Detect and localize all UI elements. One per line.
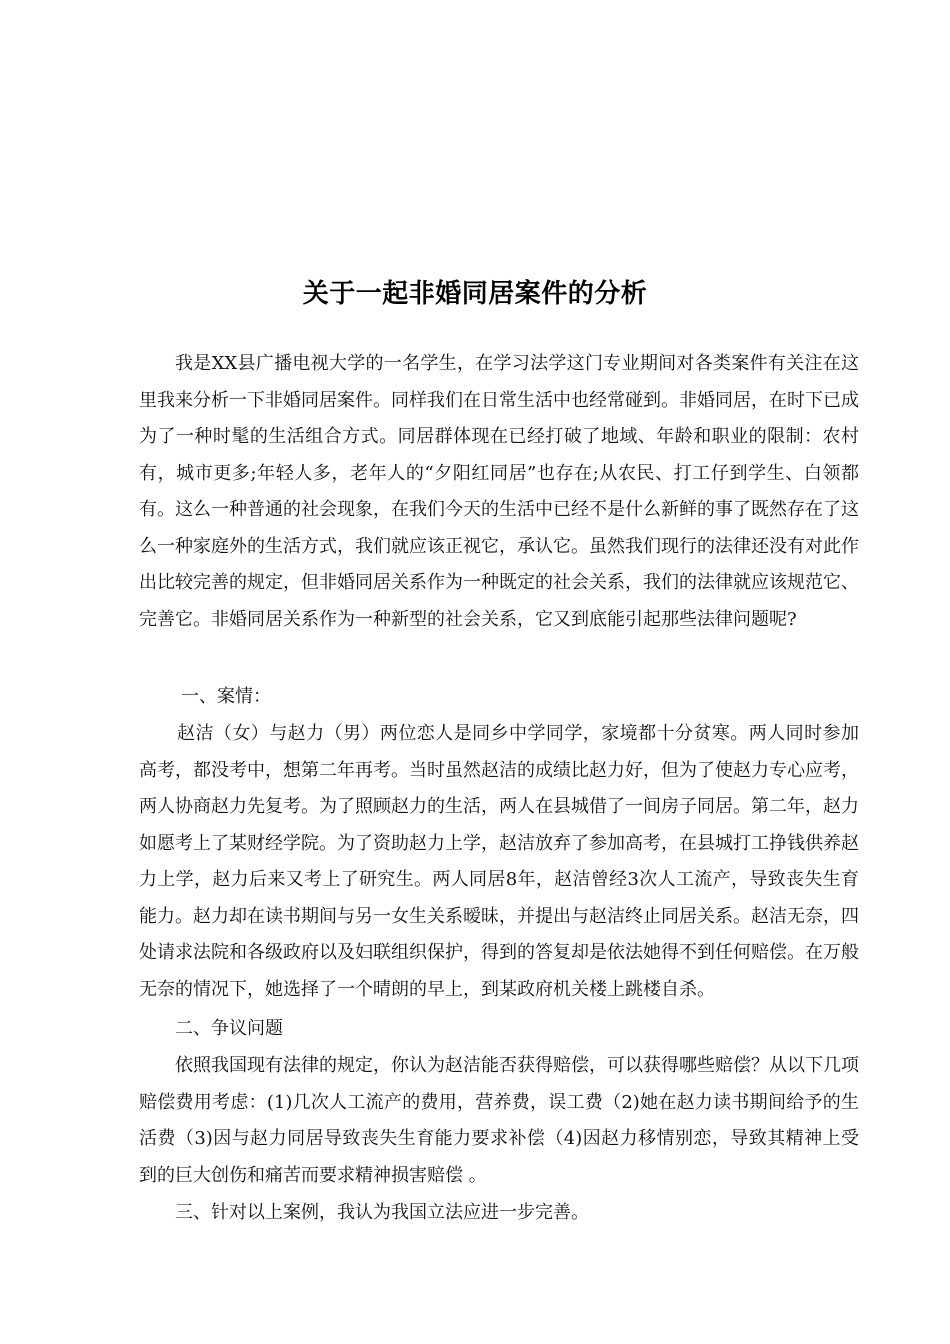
section-heading-case: 一、案情：	[181, 686, 271, 707]
dispute-paragraph: 依照我国现有法律的规定，你认为赵洁能否获得赔偿，可以获得哪些赔偿？从以下几项赔偿费用考虑：(1)几次人工流产的费用，营养费，误工费（2)她在赵力读书期间给予的生活费（3)因与赵力同居导致丧失生育能力要求补偿（4)因赵力移情别恋，导致其精神上受到的巨大创伤和痛苦而要求精神损害赔偿 。	[139, 1055, 859, 1186]
intro-paragraph: 我是XX县广播电视大学的一名学生，在学习法学这门专业期间对各类案件有关注在这里我来分析一下非婚同居案件。同样我们在日常生活中也经常碰到。非婚同居，在时下已成为了一种时髦的生活组合方式。同居群体现在已经打破了地域、年龄和职业的限制：农村有，城市更多;年轻人多，老年人的“夕阳红同居”也存在;从农民、打工仔到学生、白领都有。这么一种普通的社会现象，在我们今天的生活中已经不是什么新鲜的事了既然存在了这么一种家庭外的生活方式，我们就应该正视它，承认它。虽然我们现行的法律还没有对此作出比较完善的规定，但非婚同居关系作为一种既定的社会关系，我们的法律就应该规范它、完善它。非婚同居关系作为一种新型的社会关系，它又到底能引起那些法律问题呢?	[139, 353, 860, 630]
document-title: 关于一起非婚同居案件的分析	[302, 279, 648, 310]
case-paragraph: 赵洁（女）与赵力（男）两位恋人是同乡中学同学，家境都十分贫寒。两人同时参加高考，都没考中，想第二年再考。当时虽然赵洁的成绩比赵力好，但为了使赵力专心应考，两人协商赵力先复考。为了照顾赵力的生活，两人在县城借了一间房子同居。第二年，赵力如愿考上了某财经学院。为了资助赵力上学，赵洁放弃了参加高考，在县城打工挣钱供养赵力上学，赵力后来又考上了研究生。两人同居8年，赵洁曾经3次人工流产，导致丧失生育能力。赵力却在读书期间与另一女生关系暧昧，并提出与赵洁终止同居关系。赵洁无奈，四处请求法院和各级政府以及妇联组织保护，得到的答复却是依法她得不到任何赔偿。在万般无奈的情况下，她选择了一个晴朗的早上，到某政府机关楼上跳楼自杀。	[139, 723, 859, 1000]
section-heading-dispute: 二、争议问题	[175, 1018, 283, 1039]
section-heading-legislation: 三、针对以上案例，我认为我国立法应进一步完善。	[175, 1202, 589, 1223]
